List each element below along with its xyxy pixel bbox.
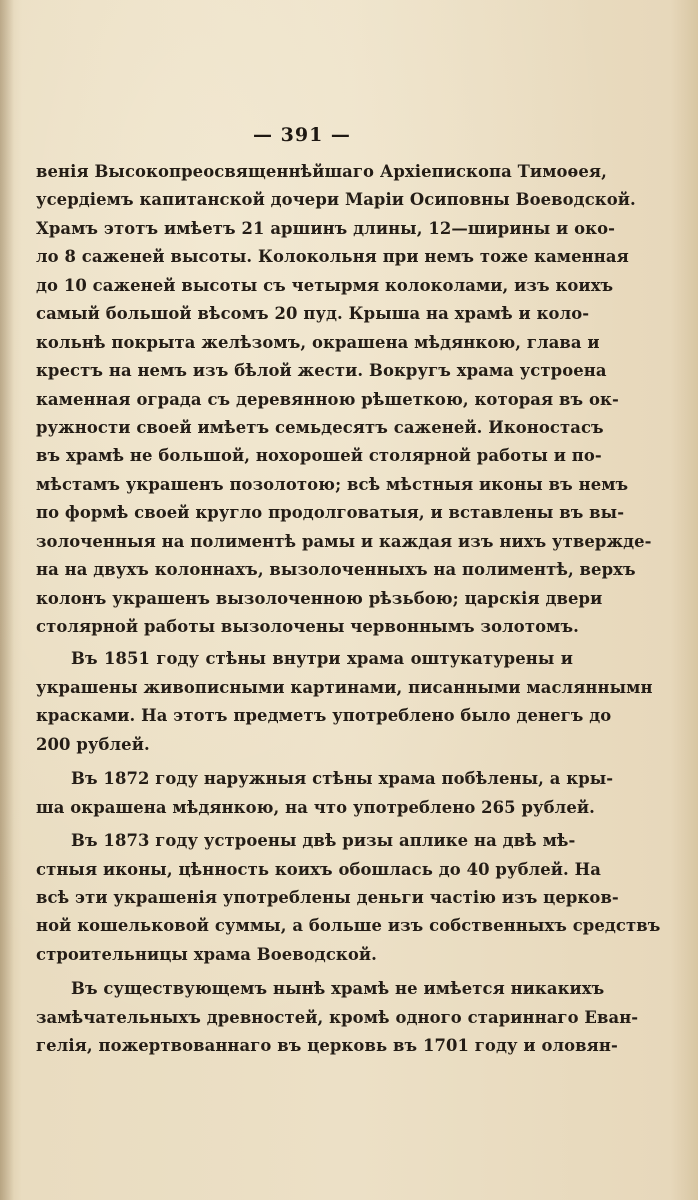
text-line: Въ 1873 году устроены двѣ ризы аплике на двѣ мѣ- bbox=[71, 831, 576, 851]
paragraph-5 bbox=[36, 975, 639, 1060]
text-line: кольнѣ покрыта желѣзомъ, окрашена мѣдянкою, глава и bbox=[36, 332, 600, 352]
text-line: столярной работы вызолочены червоннымъ золотомъ. bbox=[36, 617, 579, 636]
text-line: Въ существующемъ нынѣ храмѣ не имѣется никакихъ bbox=[71, 979, 605, 999]
page-fold-shadow bbox=[0, 0, 14, 1200]
paragraph-2 bbox=[36, 645, 653, 759]
text-line: ной кошельковой суммы, а больше изъ собственныхъ средствъ bbox=[36, 916, 661, 936]
text-line: Въ 1851 году стѣны внутри храма оштукатурены и bbox=[71, 649, 573, 669]
text-line: мѣстамъ украшенъ позолотою; всѣ мѣстныя иконы въ немъ bbox=[36, 474, 629, 494]
text-line: красками. На этотъ предметъ употреблено было денегъ до bbox=[36, 706, 612, 726]
text-line: ло 8 саженей высоты. Колокольня при немъ тоже каменная bbox=[36, 247, 629, 267]
text-line: Въ 1872 году наружныя стѣны храма побѣлены, а кры- bbox=[71, 769, 614, 789]
text-line: ружности своей имѣетъ семьдесятъ саженей. Иконостасъ bbox=[36, 417, 604, 437]
page-number: — 391 — bbox=[253, 124, 351, 146]
text-line: колонъ украшенъ вызолоченною рѣзьбою; царскія двери bbox=[36, 588, 603, 608]
text-line: каменная ограда съ деревянною рѣшеткою, которая въ ок- bbox=[36, 389, 619, 409]
text-line: стныя иконы, цѣнность коихъ обошлась до 40 рублей. На bbox=[36, 859, 601, 879]
text-line: ша окрашена мѣдянкою, на что употреблено 265 рублей. bbox=[36, 797, 595, 817]
text-line: золоченныя на полиментѣ рамы и каждая изъ нихъ утвержде- bbox=[36, 531, 652, 551]
text-line: замѣчательныхъ древностей, кромѣ одного стариннаго Еван- bbox=[36, 1007, 639, 1027]
text-line: на на двухъ колоннахъ, вызолоченныхъ на полиментѣ, верхъ bbox=[36, 560, 636, 580]
text-line: крестъ на немъ изъ бѣлой жести. Вокругъ храма устроена bbox=[36, 361, 607, 381]
text-line: самый большой вѣсомъ 20 пуд. Крыша на храмѣ и коло- bbox=[36, 304, 590, 324]
text-line: Храмъ этотъ имѣетъ 21 аршинъ длины, 12—ширины и око- bbox=[36, 218, 616, 238]
text-line: украшены живописными картинами, писанными масляннымн bbox=[36, 677, 653, 697]
text-line: всѣ эти украшенія употреблены деньги частію изъ церков- bbox=[36, 887, 619, 907]
paragraph-3 bbox=[36, 765, 614, 822]
text-line: гелія, пожертвованнаго въ церковь въ 1701 году и оловян- bbox=[36, 1036, 618, 1056]
text-line: венія Высокопреосвященнѣйшаго Архіепископа Тимоѳея, bbox=[36, 162, 607, 181]
text-line: 200 рублей. bbox=[36, 734, 150, 754]
body-text bbox=[36, 158, 661, 1061]
text-line: до 10 саженей высоты съ четырмя колоколами, изъ коихъ bbox=[36, 275, 614, 295]
text-line: усердіемъ капитанской дочери Маріи Осиповны Воеводской. bbox=[36, 190, 636, 210]
text-line: по формѣ своей кругло продолговатыя, и вставлены въ вы- bbox=[36, 503, 625, 523]
text-line: въ храмѣ не большой, нохорошей столярной работы и по- bbox=[36, 446, 602, 466]
paragraph-4 bbox=[36, 827, 661, 969]
paragraph-1 bbox=[36, 158, 652, 641]
text-line: строительницы храма Воеводской. bbox=[36, 944, 377, 964]
